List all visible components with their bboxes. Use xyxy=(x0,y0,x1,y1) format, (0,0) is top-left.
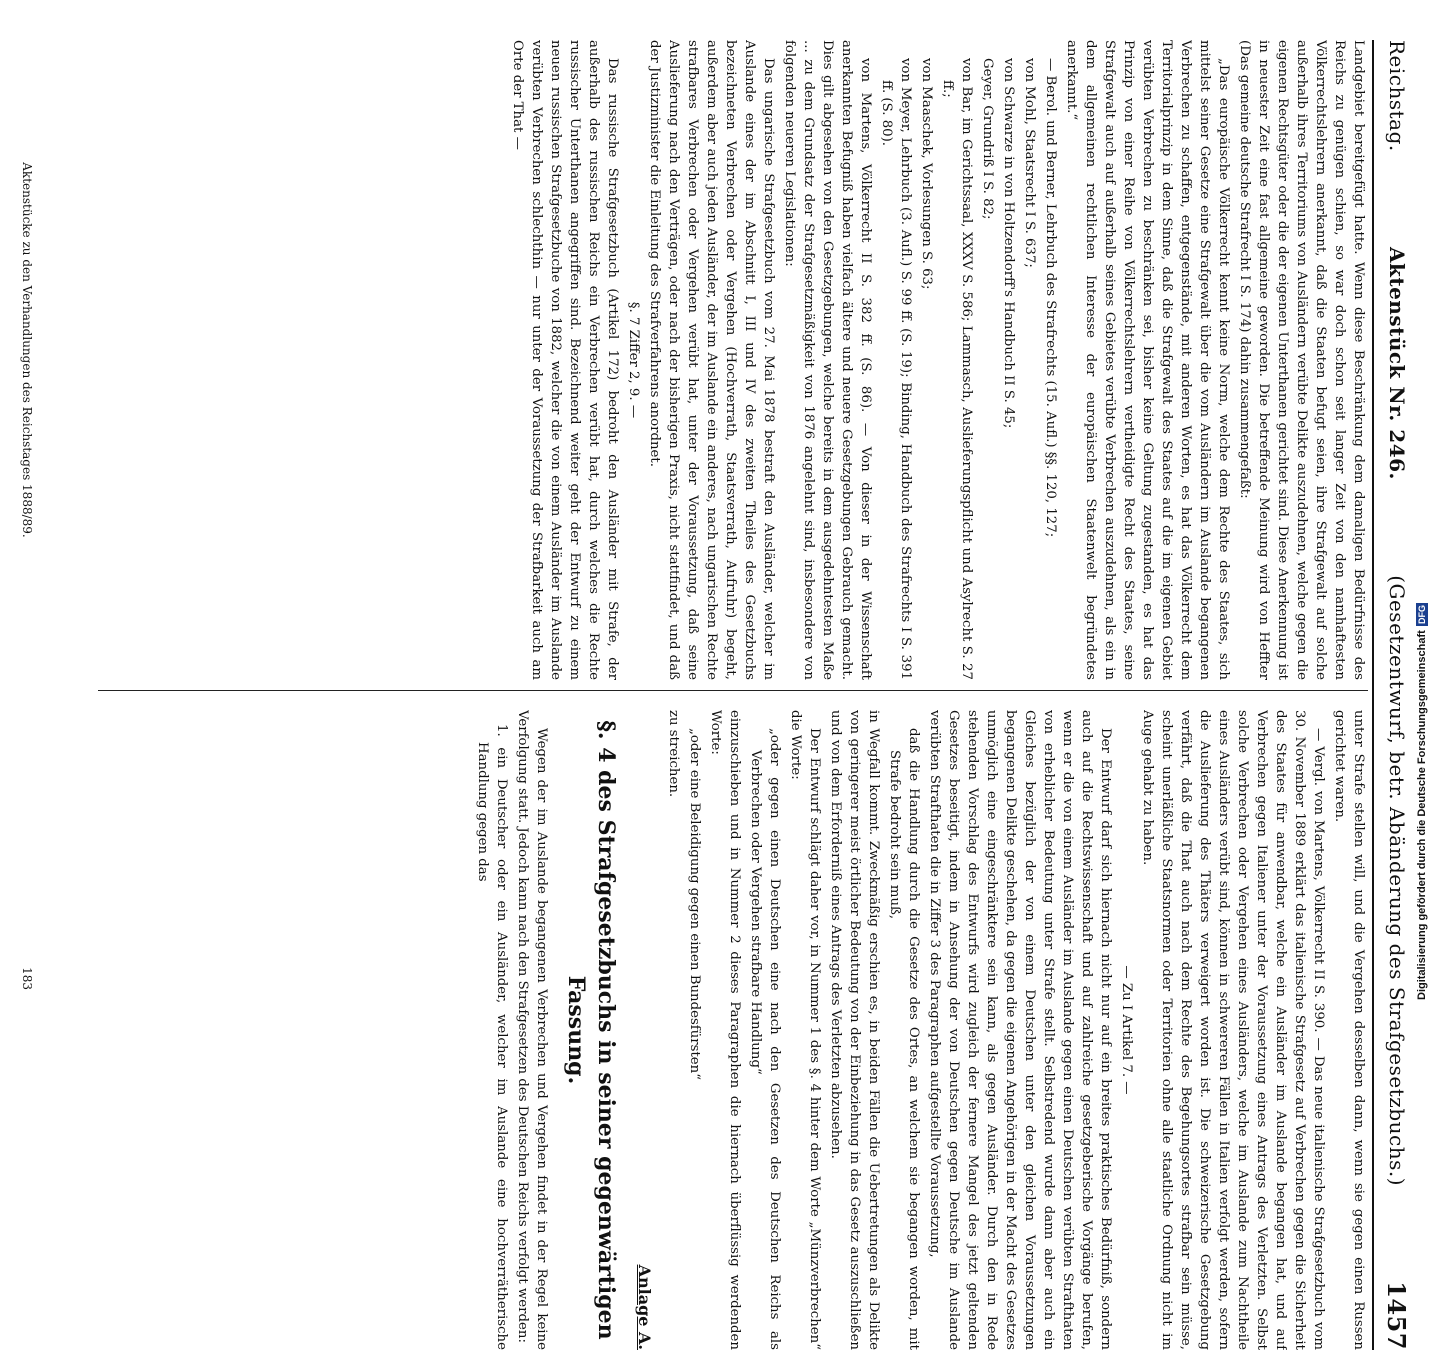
paragraph: Das ungarische Strafgesetzbuch vom 27. Mai 1878 bestraft den Ausländer, welcher im Auslande eines der im Abschnitt I, III und IV des zweiten Theiles des Gesetzbuchs bezeichneten Verbrechen oder Vergehen (Hochverrath, Staatsverrath, Aufruhr) begeht, außerdem aber auch jeden Ausländer, der im Auslande ein anderes, nach ungarischen Rechte strafbares Verbrechen oder Vergehen verübt hat, unter der Voraussetzung, daß seine Auslieferung nach den Verträgen, oder nach der bisherigen Praxis, nicht stattfindet, und daß der Justizminister die Einleitung des Strafverfahrens anordnet. xyxy=(647,40,776,680)
paragraph: einzuschieben und in Nummer 2 dieses Paragraphen die hiernach überflüssig werdenden Worte: xyxy=(708,710,742,1350)
paragraph: Das russische Strafgesetzbuch (Artikel 172) bedroht den Ausländer mit Strafe, der außerhalb des russischen Reichs ein Verbrechen verübt hat, durch welches die Rechte russischer Unterthanen angegriffen sind. Bezeichnend weiter geht der Entwurf zu einem neuen russischen Strafgesetzbuche von 1882, welcher die von einem Ausländer im Auslande verübten Verbrechen schlechthin — nur unter der Voraussetzung der Strafbarkeit auch am Orte der That — xyxy=(510,40,620,680)
section-title: §. 4 des Strafgesetzbuchs in seiner gegenwärtigen Fassung. xyxy=(563,720,619,1340)
citation: Geyer, Grundriß I S. 82; xyxy=(980,58,995,220)
paragraph: Wegen der im Auslande begangenen Verbrechen und Vergehen findet in der Regel keine Verfolgung statt. Jedoch kann nach den Strafgesetzen des Deutschen Reichs verfolgt werden: xyxy=(515,710,549,1350)
citation: von Mohl, Staatsrecht I S. 637; xyxy=(1022,58,1037,268)
scan-credit-text: Digitalisierung gefördert durch die Deutsche Forschungsgemeinschaft xyxy=(1416,630,1428,1000)
annex-label: Anlage A. xyxy=(635,1264,654,1350)
quotation: „oder gegen einen Deutschen eine nach den Gesetzen des Deutschen Reichs als Verbrechen oder Vergehen strafbare Handlung“ xyxy=(748,728,782,1350)
paragraph: von Martens, Völkerrecht II S. 382 ff. (S. 86). — Von dieser in der Wissenschaft anerkannten Befugniß haben vielfach ältere und neuere Gesetzgebungen Gebrauch gemacht. Dies gilt abgesehen von den Gesetzgebungen, welche bereits in dem ausgedehntesten Maße ... zu dem Grundsatz der Strafgesetzmäßigkeit von 1876 angelehnt sind, insbesondere von folgenden neueren Legislationen: xyxy=(782,40,873,680)
footer-page-number: 183 xyxy=(20,967,34,990)
citation: von Bar, im Gerichtssaal, XXXV S. 586; Lammasch, Auslieferungspflicht und Asylrecht S. 27 ff.; xyxy=(940,58,974,680)
paragraph: — Vergl. von Martens, Völkerrecht II S. 390. — Das neue italienische Strafgesetzbuch vom 30. November 1889 erklärt das italienische Strafgesetz auf Verbrechen gegen die Sicherheit des Staates für anwendbar, welche ein Ausländer im Auslande begangen hat, und auf Verbrechen gegen Italiener unter der Voraussetzung eines Antrags des Verletzten. Selbst solche Verbrechen oder Vergehen eines Ausländers, welche im Auslande zum Nachtheile eines Ausländers verübt sind, können in schwereren Fällen in Italien verfolgt werden, sofern die Auslieferung des Thäters verweigert worden ist. Die schweizerische Gesetzgebung verfährt, daß die That auch nach dem Rechte des Begehungsortes strafbar sein müsse, scheint unerläßliche Staatsnormen oder Territorien ohne alle staatliche Ordnung nicht im Auge gehabt zu haben. xyxy=(1140,710,1326,1350)
scan-credit xyxy=(1412,0,1432,1000)
left-column xyxy=(38,40,1368,680)
page-number: 1457 xyxy=(1382,1281,1412,1350)
list-item: 1. ein Deutscher oder ein Ausländer, welcher im Auslande eine hochverrätherische Handlung gegen das xyxy=(475,724,509,1350)
subheading: — Zu I Artikel 7. — xyxy=(1119,965,1134,1095)
quotation: daß die Handlung durch die Gesetze des Ortes, an welchem sie begangen worden, mit Strafe bedroht sein muß, xyxy=(887,728,921,1350)
right-column xyxy=(38,710,1368,1350)
citation: von Meyer, Lehrbuch (3. Aufl.) S. 99 ff. (S. 19); Binding, Handbuch des Strafrechts I S. 391 ff. (S. 80). xyxy=(879,58,913,680)
header-right: (Gesetzentwurf, betr. Abänderung des Strafgesetzbuchs.) xyxy=(1385,575,1409,1187)
footer-note: Aktenstücke zu den Verhandlungen des Reichstages 1888/89. xyxy=(20,162,34,538)
paragraph: Der Entwurf schlägt daher vor, in Nummer 1 des §. 4 hinter dem Worte „Münzverbrechen“ die Worte: xyxy=(788,710,822,1350)
paragraph: Der Entwurf darf sich hiernach nicht nur auf ein breites praktisches Bedürfniß, sondern auch auf die Rechtswissenschaft und auf zahlreiche gesetzgeberische Vorgänge berufen, wenn er die von einem Ausländer im Auslande gegen einen Deutschen verübten Strafthaten von erheblicher Bedeutung unter Strafe stellt. Selbstredend wurde dann aber auch ein Gleiches bezüglich der von einem Deutschen unter den gleichen Voraussetzungen begangenen Delikte geschehen, da gegen die eigenen Angehörigen in der Macht des Gesetzes unmöglich eine eingeschränktere sein kann, als gegen Ausländer. Durch den in Rede stehenden Vorschlag des Entwurfs wird zugleich der fernere Mangel des jetzt geltenden Gesetzes beseitigt, indem in Ansehung der von Deutschen gegen Deutsche im Auslande verübten Strafthaten die in Ziffer 3 des Paragraphen aufgestellte Voraussetzung, xyxy=(927,710,1113,1350)
citation: von Maaschek, Vorlesungen S. 63; xyxy=(919,58,934,290)
header-center: Aktenstück Nr. 246. xyxy=(1385,246,1409,480)
paragraph: Landgebiet bereitgefügt hatte. Wenn diese Beschränkung dem damaligen Bedürfnisse des Reichs zu genügen schien, so war doch schon seit langer Zeit von den namhaftesten Völkerrechtslehrern anerkannt, daß die Staaten befugt seien, ihre Strafgewalt auf solche außerhalb ihres Territoriums von Ausländern verübte Delikte auszudehnen, welche gegen die eigenen Rechtsgüter oder die der eigenen Unterthanen gerichtet sind. Diese Anerkennung ist in neuester Zeit eine fast allgemeine geworden. Die betreffende Meinung wird von Heffter (Das gemeine deutsche Strafrecht I S. 174) dahin zusammengefaßt: xyxy=(1237,40,1366,680)
citation: von Schwarze in von Holtzendorff's Handbuch II S. 45; xyxy=(1001,58,1016,429)
paragraph: zu streichen. xyxy=(666,710,681,798)
column-divider xyxy=(98,690,1368,691)
paragraph: unter Strafe stellen will, und die Vergehen desselben dann, wenn sie gegen einen Russen gerichtet waren. xyxy=(1332,710,1366,1350)
quotation: „Das europäische Völkerrecht kennt keine Norm, welche dem Rechte des Staates, sich mittelst seiner Gesetze eine Strafgewalt über die vom Ausländern im Auslande begangenen Verbrechen zu schaffen, entgegenstände, mit anderen Worten, es hat das Völkerrecht dem Territorialprinzip in dem Sinne, daß die Strafgewalt des Staates auf die im eigenen Gebiet verübten Verbrechen zu beschränken sei, bisher keine Geltung zugestanden, es hat das Prinzip von einer Reihe von Völkerrechtslehrern vertheidigte Recht des Staates, seine Strafgewalt auch auf außerhalb seines Gebietes verübte Verbrechen auszudehnen, als ein in dem allgemeinen rechtlichen Interesse der europäischen Staatenwelt begründetes anerkannt.“ xyxy=(1064,40,1231,680)
paragraph: in Wegfall kommt. Zweckmäßig erschien es, in beiden Fällen die Uebertretungen als Delikte von geringerer meist örtlicher Bedeutung von der Einbeziehung in das Gesetz auszuschließen und von dem Erforderniß eines Antrags des Verletzten abzusehen. xyxy=(828,710,881,1350)
citation: — Berol. und Berner, Lehrbuch des Strafrechts (15. Aufl.) §§. 120, 127; xyxy=(1043,58,1058,538)
subheading: §. 7 Ziffer 2, 9. — xyxy=(626,301,641,419)
header-left: Reichstag. xyxy=(1385,40,1409,152)
quotation: „oder eine Beleidigung gegen einen Bundesfürsten“ xyxy=(687,728,702,1081)
dfg-logo: DFG xyxy=(1417,605,1427,625)
